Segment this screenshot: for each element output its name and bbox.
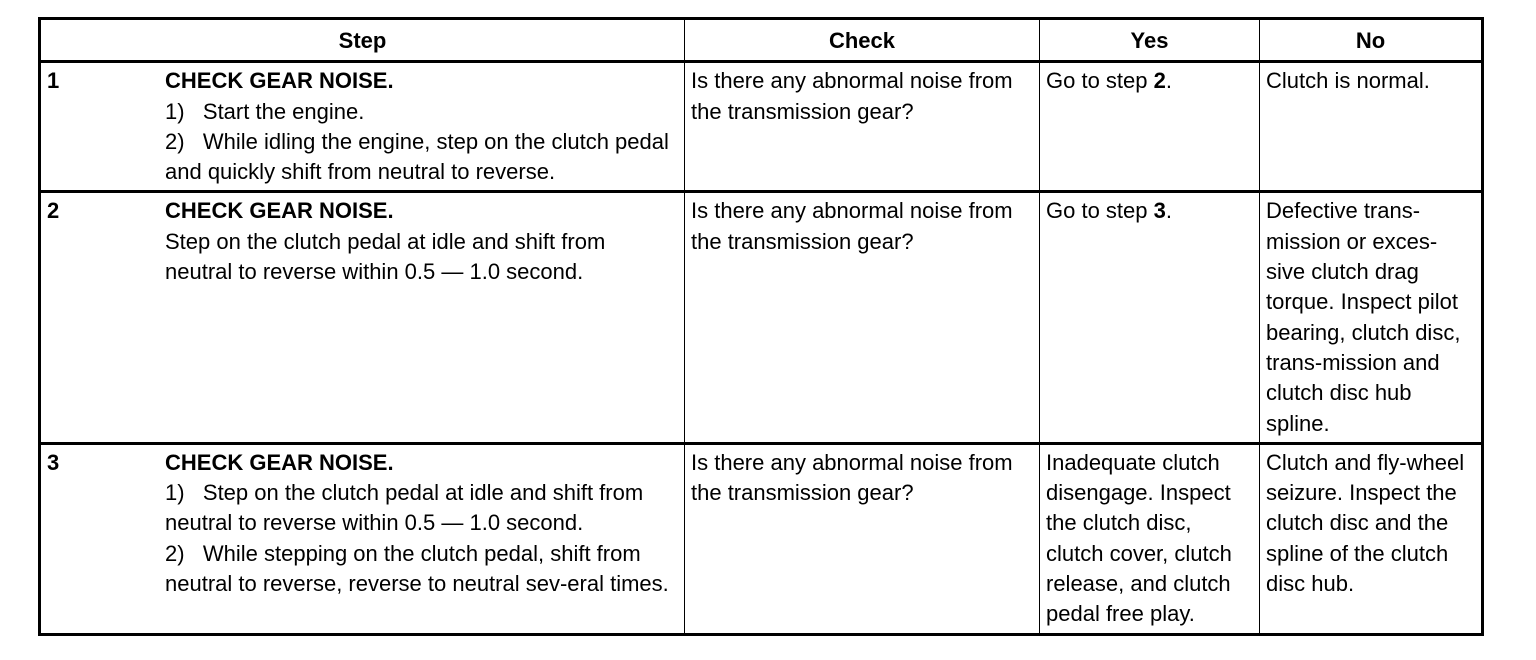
header-step: Step xyxy=(40,19,685,62)
table-row xyxy=(40,192,1483,443)
step-cell xyxy=(40,192,685,443)
step-number: 3 xyxy=(47,449,60,475)
table-row xyxy=(40,62,1483,192)
yes-text: Go to step xyxy=(1046,68,1154,94)
no-cell: Defective trans-mission or exces-sive clutch drag torque. Inspect pilot bearing, clutch disc, trans-mission and clutch disc hub spline. xyxy=(1260,192,1483,443)
step-title: CHECK GEAR NOISE. xyxy=(165,449,394,475)
no-cell: Clutch and fly-wheel seizure. Inspect the clutch disc and the spline of the clutch disc hub. xyxy=(1260,443,1483,634)
yes-cell xyxy=(1040,62,1260,192)
step-number: 2 xyxy=(47,198,60,224)
check-cell: Is there any abnormal noise from the transmission gear? xyxy=(685,443,1040,634)
step-title: CHECK GEAR NOISE. xyxy=(165,198,394,224)
step-cell xyxy=(40,443,685,634)
step-instruction: 2) While idling the engine, step on the clutch pedal and quickly shift from neutral to reverse. xyxy=(165,128,675,185)
diagnosis-table xyxy=(38,17,1484,636)
header-yes: Yes xyxy=(1040,19,1260,62)
header-no: No xyxy=(1260,19,1483,62)
yes-suffix: . xyxy=(1165,198,1172,224)
step-instruction: Step on the clutch pedal at idle and shift from neutral to reverse within 0.5 — 1.0 second. xyxy=(165,228,606,285)
check-cell: Is there any abnormal noise from the transmission gear? xyxy=(685,192,1040,443)
check-cell: Is there any abnormal noise from the transmission gear? xyxy=(685,62,1040,192)
step-number: 1 xyxy=(47,68,60,94)
step-cell xyxy=(40,62,685,192)
step-title: CHECK GEAR NOISE. xyxy=(165,68,394,94)
step-instruction: 1) Step on the clutch pedal at idle and shift from neutral to reverse within 0.5 — 1.0 second. xyxy=(165,480,650,536)
no-cell: Clutch is normal. xyxy=(1260,62,1483,192)
step-instruction: 1) Start the engine. xyxy=(165,98,365,124)
yes-cell xyxy=(1040,192,1260,443)
header-check: Check xyxy=(685,19,1040,62)
step-instruction: 2) While stepping on the clutch pedal, shift from neutral to reverse, reverse to neutral sev-eral times. xyxy=(165,540,669,597)
yes-cell: Inadequate clutch disengage. Inspect the clutch disc, clutch cover, clutch release, and clutch pedal free play. xyxy=(1040,443,1260,634)
yes-text: Go to step xyxy=(1046,198,1154,224)
table-row xyxy=(40,443,1483,634)
yes-step-link: 3 xyxy=(1153,198,1166,224)
yes-suffix: . xyxy=(1165,68,1172,94)
yes-step-link: 2 xyxy=(1153,68,1166,94)
header-row xyxy=(40,19,1483,62)
